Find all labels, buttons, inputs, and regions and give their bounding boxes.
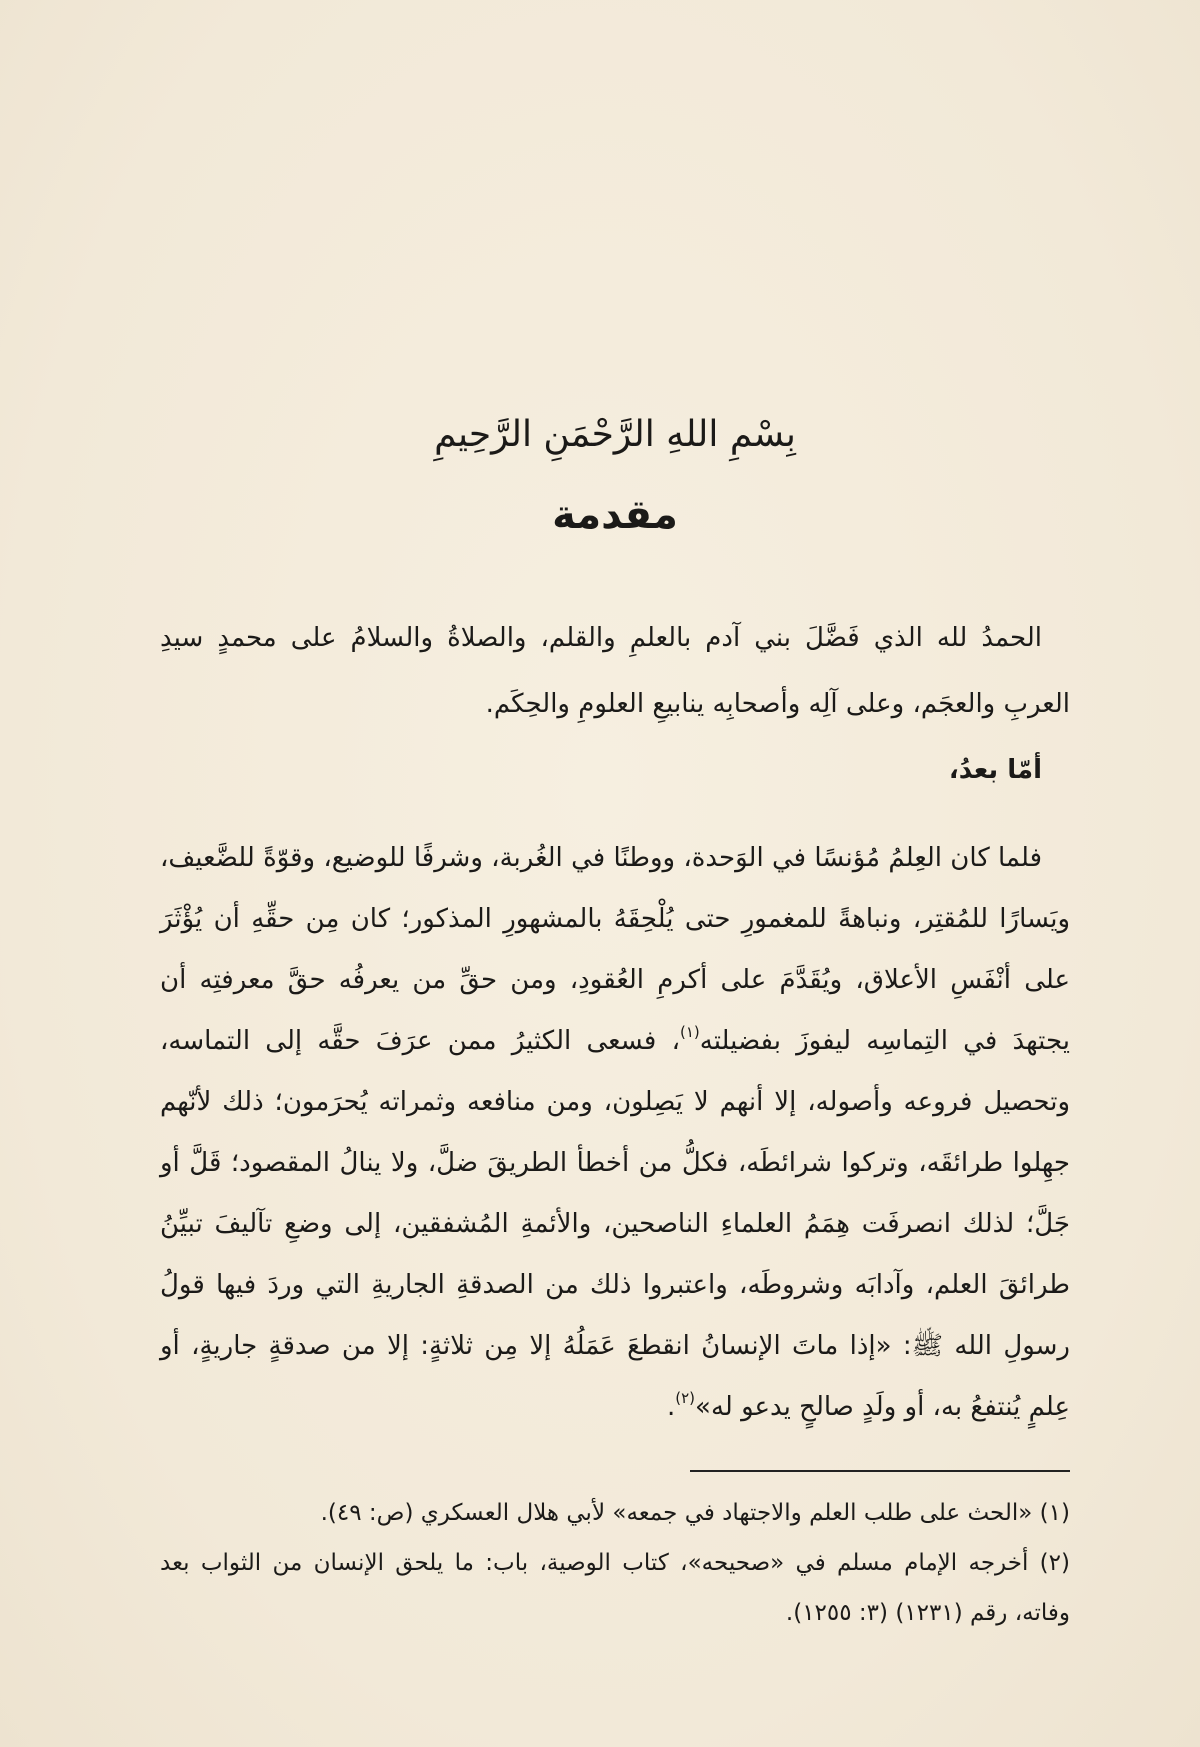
footnote-separator <box>690 1470 1070 1472</box>
main-paragraph-text-3: . <box>666 1392 676 1422</box>
page-title: مقدمة <box>552 492 678 538</box>
footnote-ref-2: (٢) <box>675 1389 696 1407</box>
main-paragraph-text-1: فلما كان العِلمُ مُؤنسًا في الوَحدة، ووطنًا في الغُربة، وشرفًا للوضيع، وقوّةً للضَّعيف، ويَسارًا للمُقتِر، ونباهةً للمغمورِ حتى يُلْحِقَهُ بالمشهورِ المذكور؛ كان مِن حقِّهِ أن يُؤْثَرَ على أنْفَسِ الأعلاق، ويُقَدَّمَ على أكرمِ العُقودِ، ومن حقِّ من يعرفُه حقَّ معرفتِه أن يجتهدَ في التِماسِه ليفوزَ بفضيلته <box>160 843 1071 1056</box>
main-paragraph <box>160 828 1070 1438</box>
intro-paragraph: الحمدُ لله الذي فَضَّلَ بني آدم بالعلمِ والقلم، والصلاةُ والسلامُ على محمدٍ سيدِ العربِ والعجَم، وعلى آلِه وأصحابِه ينابيعِ العلومِ والحِكَم. <box>160 623 1070 719</box>
basmala: بِسْمِ اللهِ الرَّحْمَنِ الرَّحِيمِ <box>434 414 796 455</box>
text-block <box>160 405 1070 1638</box>
footnote-1: (١) «الحث على طلب العلم والاجتهاد في جمعه» لأبي هلال العسكري (ص: ٤٩). <box>320 1500 1070 1526</box>
amma-baad: أمّا بعدُ، <box>948 755 1042 785</box>
main-paragraph-text-2: ، فسعى الكثيرُ ممن عرَفَ حقَّه إلى التماسه، وتحصيل فروعه وأصوله، إلا أنهم لا يَصِلون، ومن منافعه وثمراته يُحرَمون؛ ذلك لأنّهم جهِلوا طرائقَه، وتركوا شرائطَه، فكلُّ من أخطأ الطريقَ ضلَّ، ولا ينالُ المقصود؛ قَلَّ أو جَلَّ؛ لذلك انصرفَت هِمَمُ العلماءِ الناصحين، والأئمةِ المُشفقين، إلى وضعِ تآليفَ تبيِّنُ طرائقَ العلم، وآدابَه وشروطَه، واعتبروا ذلك من الصدقةِ الجاريةِ التي وردَ فيها قولُ رسولِ الله ﷺ: «إذا ماتَ الإنسانُ انقطعَ عَمَلُهُ إلا مِن ثلاثةٍ: إلا من صدقةٍ جاريةٍ، أو عِلمٍ يُنتفعُ به، أو ولَدٍ صالحٍ يدعو له» <box>160 1026 1070 1422</box>
footnote-ref-1: (١) <box>679 1023 700 1041</box>
footnote-2: (٢) أخرجه الإمام مسلم في «صحيحه»، كتاب الوصية، باب: ما يلحق الإنسان من الثواب بعد وفاته، رقم (١٢٣١) (٣: ١٢٥٥). <box>160 1550 1070 1626</box>
footnotes <box>160 1488 1070 1638</box>
